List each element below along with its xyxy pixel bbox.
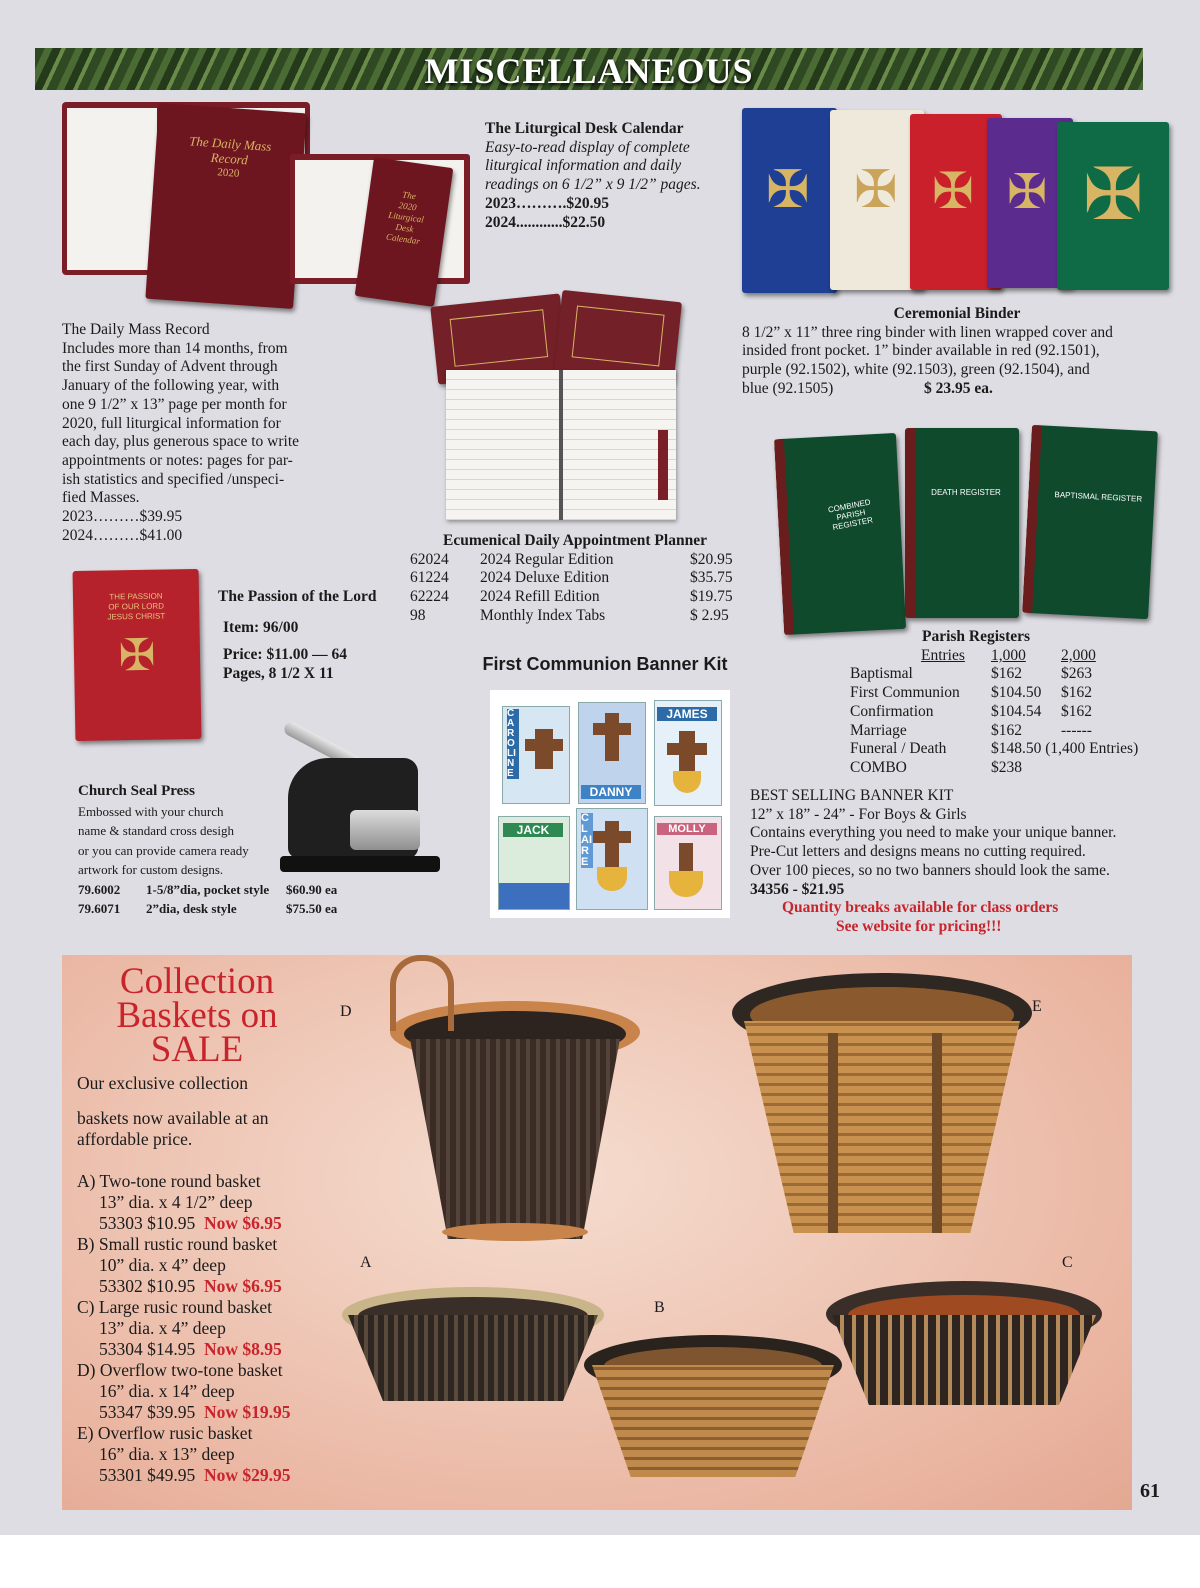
- basket-e-label: E: [1032, 998, 1042, 1015]
- banner-james: [654, 700, 722, 806]
- seal-price: $60.90 ea: [286, 881, 338, 897]
- seal-code: 79.6071: [78, 901, 121, 916]
- planner-price: $35.75: [690, 569, 733, 587]
- basket-sale-price: Now $29.95: [204, 1465, 291, 1485]
- seal-code: 79.6002: [78, 881, 121, 897]
- passion-title: The Passion of the Lord: [218, 588, 377, 605]
- dmr-line-4: January of the following year, with: [62, 377, 280, 395]
- dmr-line-1: The Daily Mass Record: [62, 321, 210, 338]
- daily-mass-record-block: [62, 321, 342, 545]
- register-row: [850, 740, 1170, 759]
- baskets-headline: [72, 961, 322, 1070]
- seal-press-desc-3: or you can provide camera ready: [78, 842, 249, 858]
- passion-price: Price: $11.00 — 64: [223, 646, 347, 664]
- planner-code: 62224: [410, 588, 449, 606]
- basket-code-price: 53301 $49.95: [99, 1465, 196, 1485]
- basket-a-label: A: [360, 1254, 372, 1271]
- small-cover-3: Liturgical: [387, 209, 425, 225]
- banner-kit-promo-1: Quantity breaks available for class orders: [782, 899, 1059, 917]
- seal-press-desc-1: Embossed with your church: [78, 803, 224, 819]
- header-2000: 2,000: [1061, 646, 1096, 664]
- cover-line-3: 2020: [216, 166, 240, 180]
- headline-line-3: SALE: [150, 1029, 244, 1070]
- planner-code: 61224: [410, 569, 449, 587]
- register-label: BAPTISMAL REGISTER: [1054, 490, 1143, 504]
- basket-size: 16” dia. x 13” deep: [99, 1444, 235, 1464]
- passion-pages: Pages, 8 1/2 X 11: [223, 665, 334, 683]
- seal-press-desc-4: artwork for custom designs.: [78, 862, 224, 877]
- ceremonial-binders-image: [742, 104, 1172, 299]
- register-price-1000: $104.54: [991, 702, 1042, 720]
- register-name: COMBO: [850, 758, 907, 776]
- register-label: DEATH REGISTER: [931, 488, 1001, 497]
- passion-block: [218, 588, 393, 684]
- liturgical-calendar-price-2023: 2023……….$20.95: [485, 194, 609, 212]
- basket-code-price: 53303 $10.95: [99, 1213, 196, 1233]
- registers-image: [775, 428, 1165, 638]
- dmr-line-6: 2020, full liturgical information for: [62, 414, 281, 432]
- banner-jack: [498, 816, 570, 910]
- basket-name: C) Large rusic round basket: [77, 1297, 273, 1317]
- intro-line-1: Our exclusive collection: [77, 1073, 249, 1093]
- cross-icon: ✠: [932, 163, 974, 219]
- ceremonial-binder-title: Ceremonial Binder: [893, 305, 1021, 322]
- seal-press-title: Church Seal Press: [78, 783, 195, 799]
- register-row: [850, 759, 1170, 778]
- liturgical-calendar-desc-2: liturgical information and daily: [485, 157, 682, 175]
- baskets-panel: [62, 955, 1132, 1510]
- banner-kit-title: First Communion Banner Kit: [482, 654, 728, 674]
- banner-caroline: [502, 706, 570, 804]
- header-entries: Entries: [921, 646, 965, 664]
- dmr-line-5: one 9 1/2” x 13” page per month for: [62, 395, 287, 413]
- register-book-baptismal: [1022, 425, 1158, 619]
- liturgical-calendar-desc-3: readings on 6 1/2” x 9 1/2” pages.: [485, 176, 701, 194]
- register-row: [850, 722, 1170, 741]
- ceremonial-binder-block: [742, 305, 1172, 399]
- liturgical-calendar-block: [485, 120, 725, 232]
- planner-item: 2024 Refill Edition: [480, 588, 600, 606]
- banner-name: JAMES: [657, 707, 717, 721]
- headline-line-1: Collection: [119, 961, 275, 1002]
- cross-icon: ✠: [1083, 155, 1144, 235]
- banner-kit-line-5: Over 100 pieces, so no two banners should look the same.: [750, 861, 1110, 879]
- banner-kit-line-4: Pre-Cut letters and designs means no cutting required.: [750, 843, 1086, 861]
- register-price-1000: $162: [991, 721, 1022, 739]
- basket-size: 16” dia. x 14” deep: [99, 1381, 235, 1401]
- basket-b-image: [584, 1335, 842, 1485]
- register-price-1000: $148.50 (1,400 Entries): [991, 740, 1139, 758]
- basket-item-d: [77, 1360, 347, 1423]
- dmr-line-9: ish statistics and specified /unspeci-: [62, 470, 285, 488]
- register-price-2000: ------: [1061, 721, 1092, 739]
- basket-code-price: 53304 $14.95: [99, 1339, 196, 1359]
- cover-line-1: The Daily Mass: [188, 133, 272, 155]
- banner-kit-price: 34356 - $21.95: [750, 880, 845, 898]
- register-row: [850, 684, 1170, 703]
- page-number: 61: [1140, 1480, 1160, 1502]
- register-name: Confirmation: [850, 702, 934, 720]
- planner-open-pages: [446, 370, 676, 520]
- basket-name: E) Overflow rusic basket: [77, 1423, 253, 1443]
- register-price-2000: $263: [1061, 665, 1092, 683]
- small-cover-1: The: [401, 189, 417, 202]
- planner-row: [410, 569, 740, 588]
- small-cover-5: Calendar: [385, 231, 421, 247]
- banner-danny: [578, 702, 646, 804]
- planner-image: [430, 292, 690, 527]
- basket-size: 13” dia. x 4 1/2” deep: [99, 1192, 253, 1212]
- seal-press-desc-2: name & standard cross desigh: [78, 823, 234, 838]
- passion-book-cover: [73, 569, 202, 741]
- ceremonial-binder-line-1: 8 1/2” x 11” three ring binder with linen wrapped cover and: [742, 323, 1113, 341]
- planner-item: 2024 Deluxe Edition: [480, 569, 610, 587]
- intro-line-2: baskets now available at an: [77, 1108, 269, 1128]
- banner-name: MOLLY: [657, 823, 717, 835]
- passion-cover-1: THE PASSION: [109, 591, 163, 602]
- cross-icon: ✠: [854, 162, 898, 219]
- basket-sale-price: Now $19.95: [204, 1402, 291, 1422]
- cross-icon: ✠: [1007, 166, 1048, 219]
- basket-sale-price: Now $6.95: [204, 1213, 282, 1233]
- register-price-1000: $238: [991, 758, 1022, 776]
- planner-price: $20.95: [690, 550, 733, 568]
- banner-name: CAROLINE: [507, 709, 519, 779]
- cover-line-2: Record: [210, 149, 249, 168]
- basket-b-label: B: [654, 1299, 665, 1316]
- ceremonial-binder-price: $ 23.95 ea.: [924, 379, 993, 397]
- basket-a-image: [342, 1287, 604, 1407]
- register-name: Baptismal: [850, 665, 913, 683]
- cross-icon: ✠: [766, 162, 810, 219]
- register-name: Funeral / Death: [850, 740, 947, 758]
- basket-name: B) Small rustic round basket: [77, 1234, 278, 1254]
- basket-item-e: [77, 1423, 347, 1486]
- seal-price: $75.50 ea: [286, 901, 338, 916]
- banner-name: CLAIRE: [581, 812, 592, 868]
- basket-c-image: [826, 1281, 1102, 1411]
- ceremonial-binder-line-4: blue (92.1505): [742, 379, 834, 397]
- planner-title: Ecumenical Daily Appointment Planner: [443, 532, 707, 549]
- banner-kit-promo-2: See website for pricing!!!: [836, 917, 1002, 935]
- passion-item: Item: 96/00: [223, 618, 299, 636]
- basket-name: D) Overflow two-tone basket: [77, 1360, 283, 1380]
- passion-cover-2: OF OUR LORD: [108, 601, 165, 612]
- banner-kit-line-3: Contains everything you need to make your unique banner.: [750, 824, 1117, 842]
- cross-icon: ✠: [118, 630, 156, 681]
- calendar-image: [62, 102, 472, 302]
- register-label: COMBINED PARISH REGISTER: [827, 497, 874, 533]
- seal-desc: 1-5/8”dia, pocket style: [146, 881, 270, 897]
- dmr-line-2: Includes more than 14 months, from: [62, 339, 288, 357]
- binder-blue: [742, 108, 837, 293]
- register-name: First Communion: [850, 684, 960, 702]
- page-title: MISCELLANEOUS: [424, 51, 754, 90]
- passion-cover-3: JESUS CHRIST: [107, 611, 166, 622]
- basket-d-image: [380, 955, 650, 1255]
- planner-row: [410, 551, 740, 570]
- headline-line-2: Baskets on: [116, 995, 278, 1036]
- parish-registers-block: [850, 628, 1170, 778]
- basket-item-c: [77, 1297, 347, 1360]
- dmr-line-3: the first Sunday of Advent through: [62, 358, 278, 376]
- basket-size: 10” dia. x 4” deep: [99, 1255, 226, 1275]
- banner-kit-image: [490, 690, 730, 918]
- seal-press-row: [78, 899, 378, 919]
- basket-item-b: [77, 1234, 347, 1297]
- dmr-line-8: appointments or notes: pages for par-: [62, 451, 293, 469]
- seal-desc: 2”dia, desk style: [146, 901, 237, 916]
- basket-code-price: 53302 $10.95: [99, 1276, 196, 1296]
- banner-kit-line-2: 12” x 18” - 24” - For Boys & Girls: [750, 805, 967, 823]
- banner-molly: [654, 816, 722, 910]
- register-price-2000: $162: [1061, 702, 1092, 720]
- register-row: [850, 665, 1170, 684]
- intro-line-3: affordable price.: [77, 1129, 193, 1149]
- register-price-1000: $104.50: [991, 684, 1042, 702]
- planner-price: $ 2.95: [690, 606, 729, 624]
- basket-c-label: C: [1062, 1254, 1073, 1271]
- planner-code: 98: [410, 606, 426, 624]
- banner-kit-block: [750, 787, 1190, 937]
- header-banner: [35, 48, 1143, 90]
- register-book-combined: [774, 433, 906, 635]
- banner-kit-line-1: BEST SELLING BANNER KIT: [750, 787, 954, 804]
- register-row: [850, 703, 1170, 722]
- parish-registers-header: [850, 647, 1170, 666]
- ceremonial-binder-line-3: purple (92.1502), white (92.1503), green (92.1504), and: [742, 361, 1090, 379]
- dmr-line-7: each day, plus generous space to write: [62, 433, 300, 451]
- basket-name: A) Two-tone round basket: [77, 1171, 261, 1191]
- seal-press-row: [78, 880, 378, 900]
- planner-row: [410, 588, 740, 607]
- parish-registers-title: Parish Registers: [922, 628, 1031, 645]
- small-cover-4: Desk: [394, 221, 415, 235]
- dmr-line-10: fied Masses.: [62, 489, 140, 507]
- banner-claire: [576, 808, 648, 910]
- basket-e-image: [732, 973, 1032, 1243]
- basket-size: 13” dia. x 4” deep: [99, 1318, 226, 1338]
- register-name: Marriage: [850, 721, 907, 739]
- dmr-price-2023: 2023………$39.95: [62, 508, 183, 526]
- register-price-2000: $162: [1061, 684, 1092, 702]
- planner-item: 2024 Regular Edition: [480, 550, 614, 568]
- planner-block: [410, 532, 740, 626]
- liturgical-calendar-price-2024: 2024............$22.50: [485, 213, 606, 231]
- basket-d-label: D: [340, 1003, 352, 1020]
- baskets-text: [77, 1073, 347, 1486]
- daily-mass-record-book: [145, 103, 306, 309]
- basket-sale-price: Now $8.95: [204, 1339, 282, 1359]
- small-cover-2: 2020: [398, 200, 418, 213]
- seal-press-block: [78, 782, 378, 919]
- basket-code-price: 53347 $39.95: [99, 1402, 196, 1422]
- planner-item: Monthly Index Tabs: [480, 606, 606, 624]
- banner-name: DANNY: [581, 785, 641, 799]
- basket-sale-price: Now $6.95: [204, 1276, 282, 1296]
- banner-name: JACK: [503, 823, 563, 837]
- planner-code: 62024: [410, 550, 449, 568]
- planner-price: $19.75: [690, 588, 733, 606]
- header-1000: 1,000: [991, 646, 1026, 664]
- register-book-death: [905, 428, 1019, 618]
- liturgical-calendar-desc-1: Easy-to-read display of complete: [485, 138, 690, 156]
- binder-green: [1057, 122, 1169, 290]
- liturgical-calendar-title: The Liturgical Desk Calendar: [485, 120, 684, 137]
- ceremonial-binder-line-2: insided front pocket. 1” binder available in red (92.1501),: [742, 342, 1100, 360]
- planner-row: [410, 607, 740, 626]
- basket-item-a: [77, 1171, 347, 1234]
- register-price-1000: $162: [991, 665, 1022, 683]
- dmr-price-2024: 2024………$41.00: [62, 526, 183, 544]
